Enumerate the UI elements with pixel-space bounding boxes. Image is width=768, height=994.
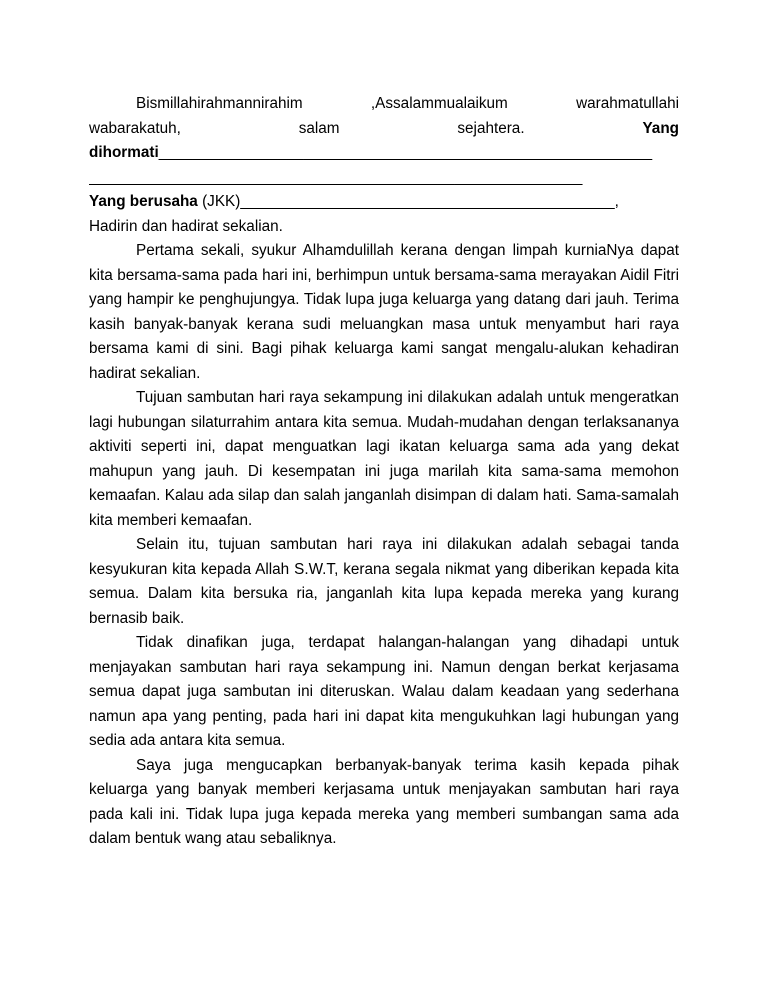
- dihormati-label: dihormati: [89, 144, 159, 161]
- greeting-line: Hadirin dan hadirat sekalian.: [89, 217, 283, 235]
- dihormati-line: [89, 141, 679, 166]
- paragraph-4: Tidak dinafikan juga, terdapat halangan-halangan yang dihadapi untuk menjayakan sambutan hari raya sekampung ini. Namun dengan berkat kerjasama semua dapat juga sambutan ini diteruskan. Walau dalam keadaan yang sederhana namun apa yang penting, pada hari ini dapat kita mengukuhkan lagi hubungan yang sedia ada antara kita semua.: [89, 634, 679, 749]
- blank-rule-line: __________________________________________________________: [89, 168, 583, 186]
- opening-line-2-bold: Yang: [642, 119, 680, 137]
- document-page: [89, 92, 679, 852]
- opening-line-1: Bismillahirahmannirahim ,Assalammualaikum warahmatullahi: [136, 95, 679, 112]
- paragraph-2: Tujuan sambutan hari raya sekampung ini dilakukan adalah untuk mengeratkan lagi hubungan silaturrahim antara kita semua. Mudah-mudahan dengan terlaksananya aktiviti seperti ini, dapat menguatkan lagi ikatan keluarga sama ada yang dekat mahupun yang jauh. Di kesempatan ini juga marilah kita sama-sama memohon kemaafan. Kalau ada silap dan salah janganlah disimpan di dalam hati. Sama-samalah kita memberi kemaafan.: [89, 389, 679, 529]
- paragraph-5: Saya juga mengucapkan berbanyak-banyak terima kasih kepada pihak keluarga yang banyak memberi kerjasama untuk menjayakan sambutan hari raya pada kali ini. Tidak lupa juga kepada mereka yang memberi sumbangan sama ada dalam bentuk wang atau sebaliknya.: [89, 756, 679, 847]
- opening-line-2-text: wabarakatuh, salam sejahtera.: [89, 119, 525, 137]
- paragraph-1: Pertama sekali, syukur Alhamdulillah kerana dengan limpah kurniaNya dapat kita bersama-sama pada hari ini, berhimpun untuk bersama-sama merayakan Aidil Fitri yang hampir ke penghujungya. Tidak lupa juga keluarga yang datang dari jauh. Terima kasih banyak-banyak kerana sudi meluangkan masa untuk menyambut hari raya bersama kami di sini. Bagi pihak keluarga kami sangat mengalu-alukan kehadiran hadirat sekalian.: [89, 242, 679, 382]
- dihormati-rule: __________________________________________________________: [158, 144, 653, 161]
- opening-line-2: [89, 117, 679, 142]
- berusaha-label: Yang berusaha: [89, 193, 198, 210]
- berusaha-line: [89, 190, 679, 215]
- berusaha-text: (JKK)____________________________________________,: [197, 193, 619, 210]
- paragraph-3: Selain itu, tujuan sambutan hari raya ini dilakukan adalah sebagai tanda kesyukuran kita kepada Allah S.W.T, kerana segala nikmat yang diberikan kepada kita semua. Dalam kita bersuka ria, janganlah kita lupa kepada mereka yang kurang bernasib baik.: [89, 536, 679, 627]
